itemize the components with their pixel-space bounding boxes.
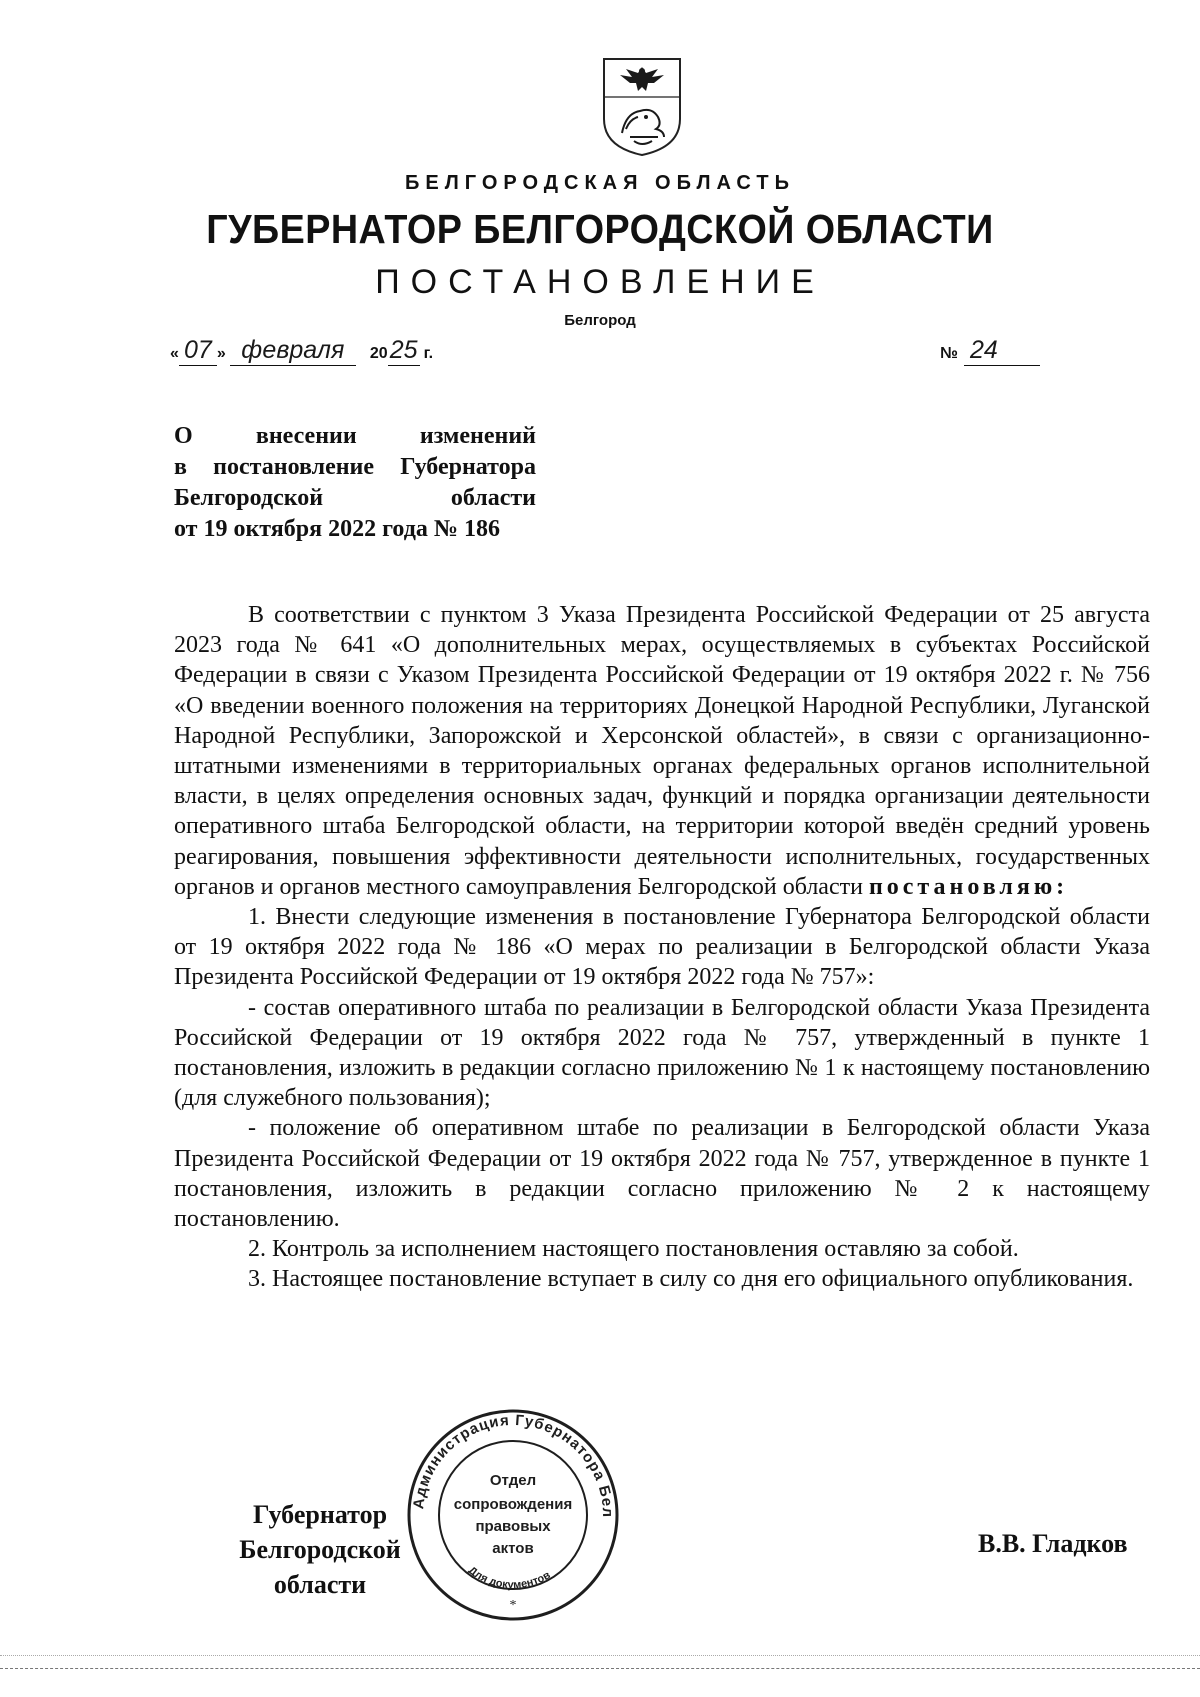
preamble-paragraph — [174, 600, 1150, 902]
signatory-title-line: Белгородской области — [239, 1535, 401, 1599]
scan-artifact-divider — [0, 1655, 1200, 1657]
document-body — [174, 600, 1150, 1295]
signatory-name: В.В. Гладков — [978, 1529, 1128, 1558]
preamble-text: В соответствии с пунктом 3 Указа Президента Российской Федерации от 25 августа 2023 года № 641 «О дополнительных мерах, осуществляемых в субъектах Российской Федерации в связи с Указом Президента Российской Федерации от 19 октября 2022 г. № 756 «О введении военного положения на территориях Донецкой Народной Республики, Луганской Народной Республики, Запорожской и Херсонской областей», в связи с организационно-штатными изменениями в территориальных органах федеральных органов исполнительной власти, в целях определения основных задач, функций и порядка организации деятельности оперативного штаба Белгородской области, на территории которой введён средний уровень реагирования, повышения эффективности деятельности исполнительных, государственных органов и органов местного самоуправления Белгородской области — [174, 602, 1150, 900]
document-number — [940, 336, 1040, 366]
clause-paragraph: - положение об оперативном штабе по реализации в Белгородской области Указа Президента Российской Федерации от 19 октября 2022 года № 757, утвержденное в пункте 1 постановления, изложить в редакции согласно приложению № 2 к настоящему постановлению. — [174, 1115, 1150, 1233]
number-value: 24 — [964, 336, 1040, 366]
region-heading: БЕЛГОРОДСКАЯ ОБЛАСТЬ — [405, 172, 795, 194]
clause-paragraph: 1. Внести следующие изменения в постановление Губернатора Белгородской области от 19 октября 2022 года № 186 «О мерах по реализации в Белгородской области Указа Президента Российской Федерации от 19 октября 2022 года № 757»: — [174, 904, 1150, 991]
scan-artifact-divider — [0, 1668, 1200, 1670]
stamp-center-line: правовых — [475, 1518, 551, 1535]
subject-line: О внесении изменений — [174, 423, 536, 449]
number-label: № — [940, 345, 958, 362]
authority-heading: ГУБЕРНАТОР БЕЛГОРОДСКОЙ ОБЛАСТИ — [206, 206, 994, 252]
subject-line: Белгородской области — [174, 485, 536, 511]
clause-paragraph: 2. Контроль за исполнением настоящего постановления оставляю за собой. — [248, 1236, 1019, 1263]
stamp-center-line: актов — [492, 1540, 534, 1557]
coat-of-arms-emblem — [600, 57, 684, 157]
subject-line: в постановление Губернатора — [174, 454, 536, 480]
date-close-quote: » — [216, 345, 226, 362]
date-day: 07 — [179, 336, 217, 366]
signatory-title-line: Губернатор — [252, 1500, 388, 1529]
clause-paragraph: - состав оперативного штаба по реализации в Белгородской области Указа Президента Российской Федерации от 19 октября 2022 года № 757, утвержденный в пункте 1 постановления, изложить в редакции согласно приложению № 1 к настоящему постановлению (для служебного пользования); — [174, 994, 1150, 1112]
official-stamp — [403, 1405, 623, 1625]
decree-word: постановляю: — [868, 873, 1069, 900]
stamp-star-icon: * — [509, 1598, 517, 1613]
date-year-mark: г. — [423, 345, 434, 362]
clause-paragraph: 3. Настоящее постановление вступает в силу со дня его официального опубликования. — [248, 1266, 1134, 1293]
date-year-suffix: 25 — [388, 336, 420, 366]
date-month: февраля — [230, 336, 356, 366]
stamp-center-line: сопровождения — [453, 1496, 573, 1513]
dateline — [170, 336, 1040, 376]
stamp-bottom-arc-text: Для документов — [465, 1564, 553, 1592]
stamp-center-line: Отдел — [489, 1472, 537, 1489]
date-open-quote: « — [170, 345, 179, 362]
document-type-heading: ПОСТАНОВЛЕНИЕ — [375, 263, 825, 301]
subject-line: от 19 октября 2022 года № 186 — [174, 516, 500, 542]
stamp-outer-ring-text: Администрация Губернатора Бел — [410, 1411, 617, 1519]
date-year-prefix: 20 — [369, 345, 388, 362]
document-subject — [174, 421, 536, 545]
svg-text:Для документов — [466, 1564, 553, 1591]
city-label: Белгород — [564, 312, 636, 329]
document-date — [170, 336, 433, 366]
